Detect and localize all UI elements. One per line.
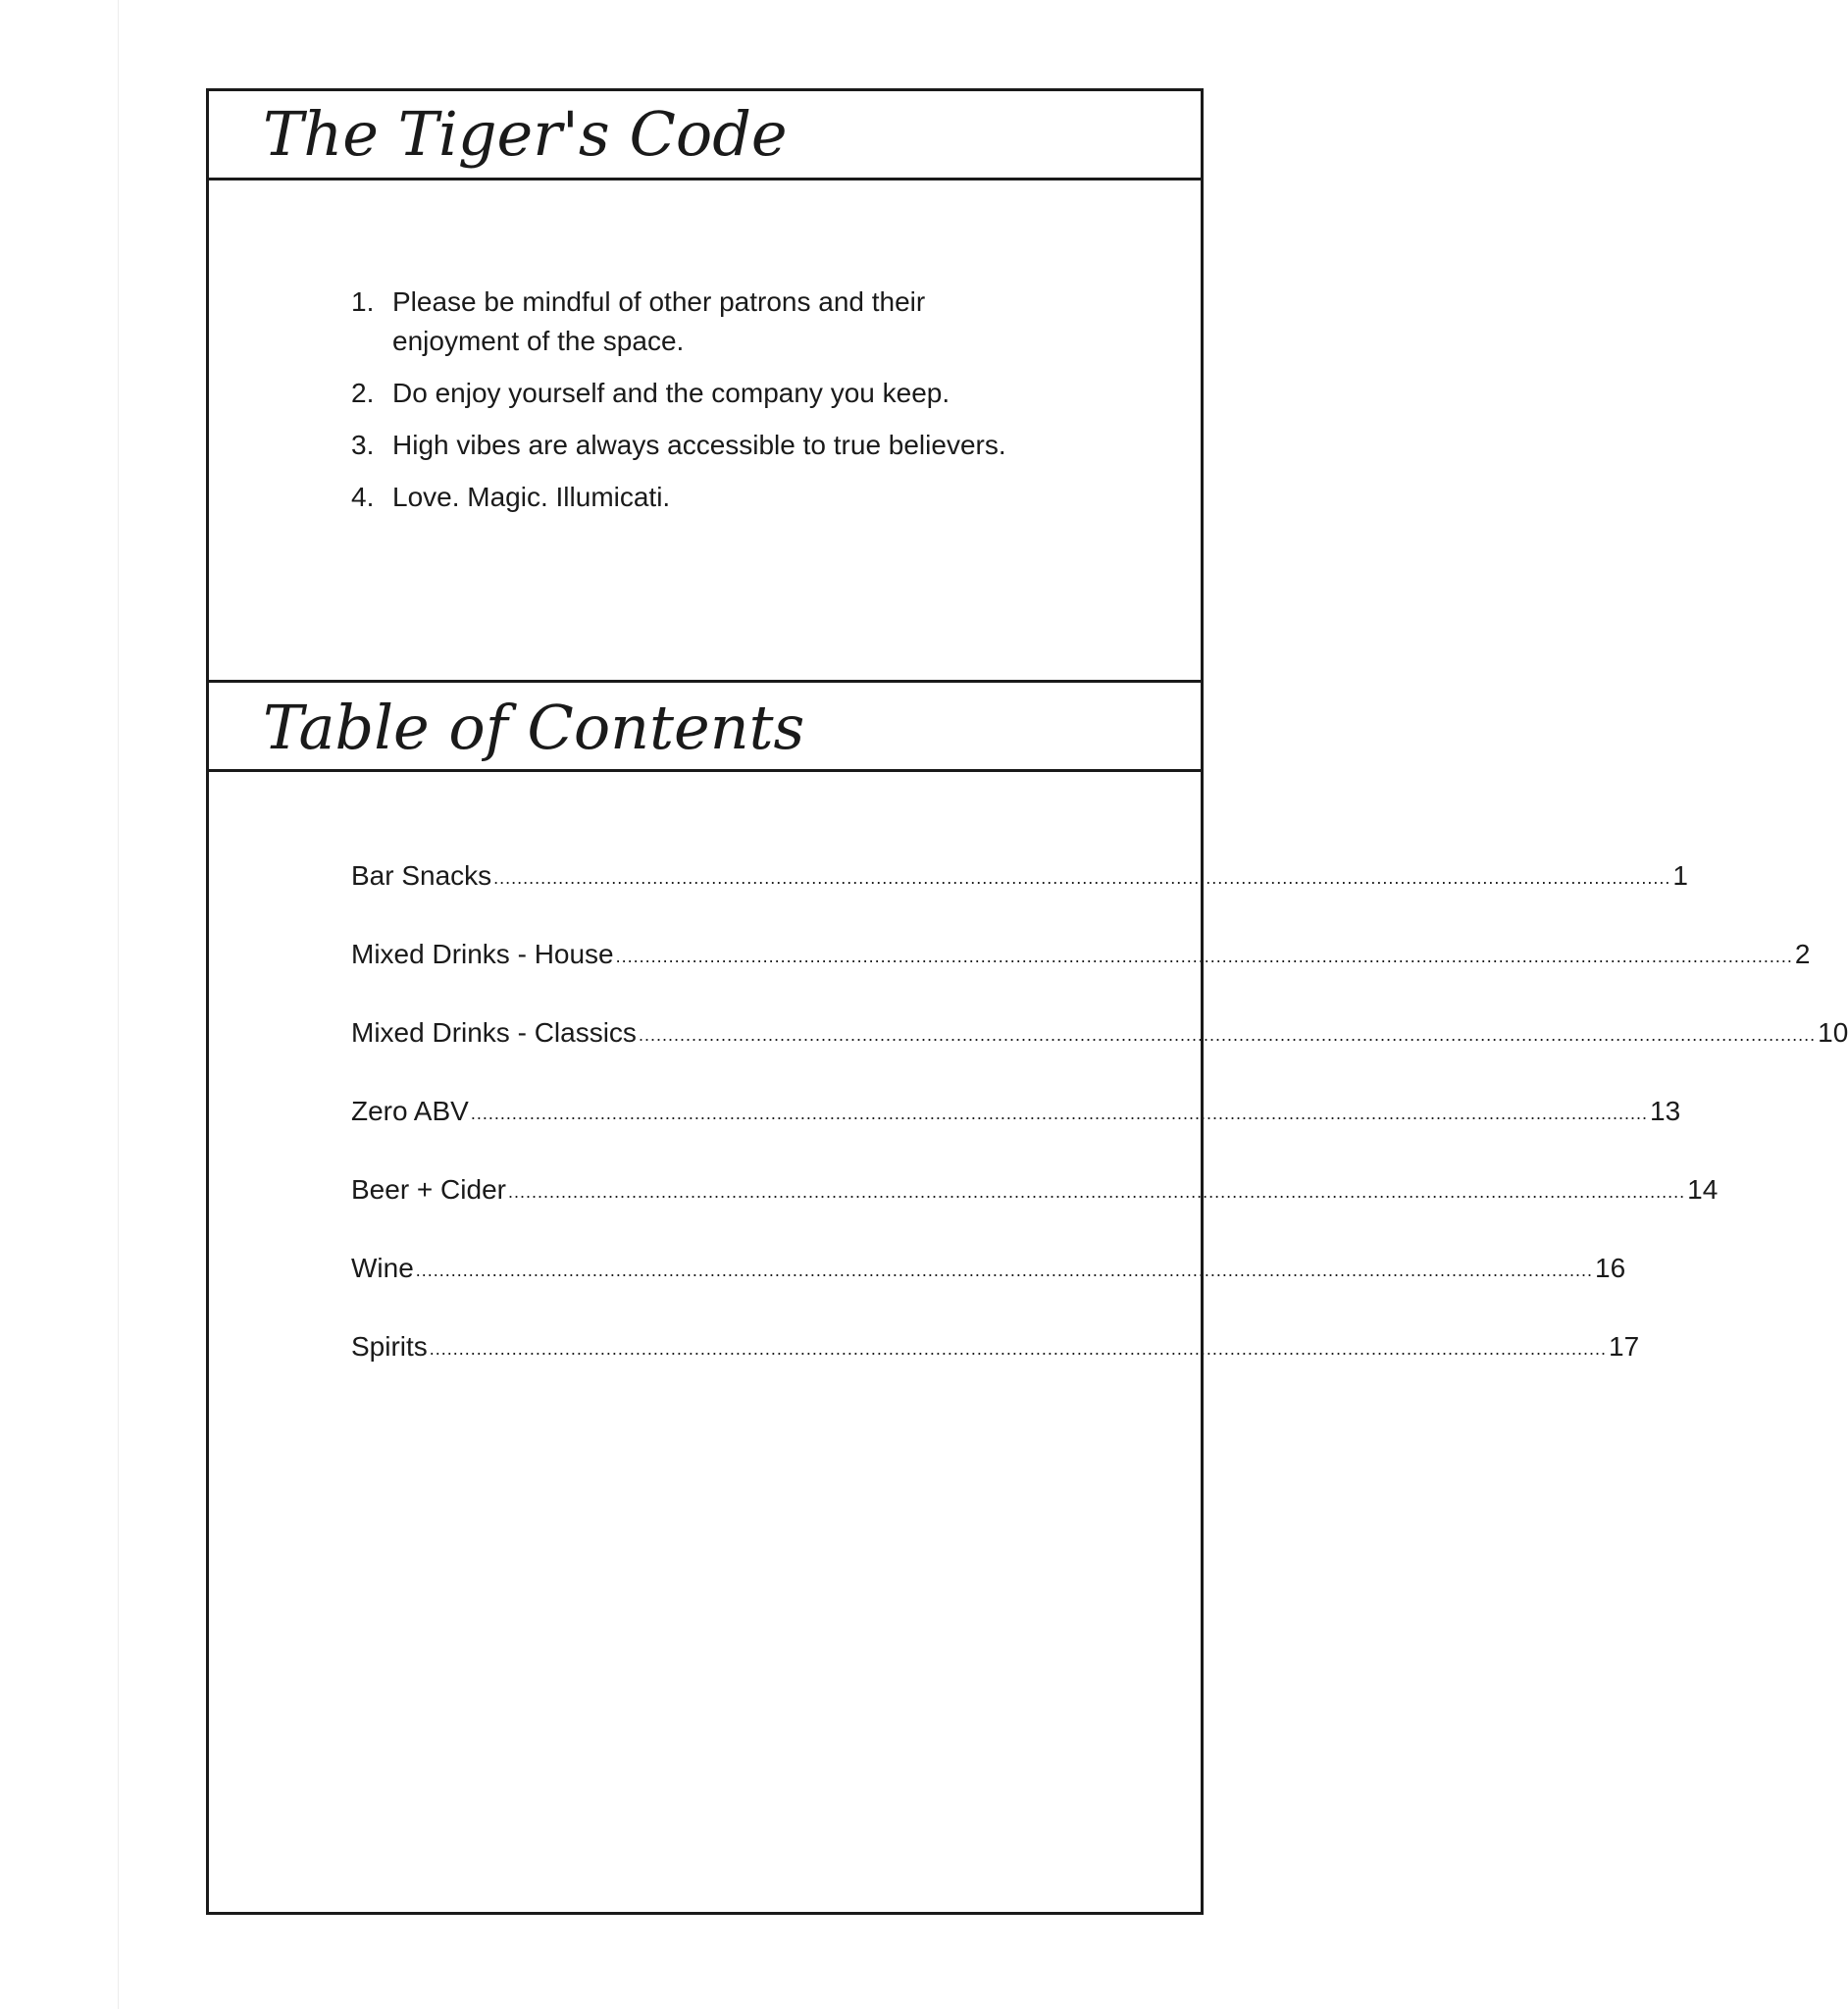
toc-leader-dots: ........................................................................................................................................................................................................ (415, 1261, 1593, 1280)
toc-entry-label: Beer + Cider (351, 1174, 506, 1205)
code-title: The Tiger's Code (263, 98, 788, 170)
toc-entry-label: Zero ABV (351, 1096, 469, 1126)
toc-list (351, 856, 1848, 1406)
page-edge-line (118, 0, 119, 2009)
code-list (351, 283, 1057, 530)
code-item-number: 2. (351, 378, 375, 408)
code-item-number: 4. (351, 482, 375, 512)
code-item-text: High vibes are always accessible to true believers. (392, 430, 1006, 460)
toc-header (209, 680, 1201, 772)
toc-leader-dots: ........................................................................................................................................................................................................ (493, 868, 1671, 888)
toc-entry-label: Bar Snacks (351, 860, 492, 891)
toc-leader-dots: ........................................................................................................................................................................................................ (615, 947, 1793, 966)
toc-entry-spirits (351, 1327, 1640, 1406)
toc-entry-zero-abv (351, 1092, 1681, 1170)
toc-title: Table of Contents (263, 692, 805, 763)
toc-entry-page: 10 (1818, 1017, 1848, 1048)
toc-entry-page: 1 (1672, 860, 1688, 891)
toc-entry-wine (351, 1249, 1626, 1327)
code-item (351, 374, 1057, 413)
toc-entry-label: Spirits (351, 1331, 428, 1362)
toc-entry-mixed-drinks-house (351, 935, 1811, 1013)
code-item (351, 283, 1057, 361)
toc-entry-label: Wine (351, 1253, 414, 1283)
toc-entry-page: 16 (1595, 1253, 1626, 1283)
menu-page-frame (206, 88, 1848, 1915)
toc-entry-beer-cider (351, 1170, 1719, 1249)
toc-leader-dots: ........................................................................................................................................................................................................ (470, 1104, 1649, 1123)
code-header (209, 91, 1201, 180)
code-item-text: Love. Magic. Illumicati. (392, 482, 671, 512)
toc-entry-page: 2 (1794, 939, 1811, 969)
code-item-number: 1. (351, 286, 375, 317)
toc-entry-bar-snacks (351, 856, 1688, 935)
code-item-number: 3. (351, 430, 375, 460)
toc-entry-mixed-drinks-classics (351, 1013, 1848, 1092)
toc-entry-label: Mixed Drinks - House (351, 939, 614, 969)
toc-entry-page: 17 (1609, 1331, 1640, 1362)
toc-entry-label: Mixed Drinks - Classics (351, 1017, 637, 1048)
code-item-text: Do enjoy yourself and the company you keep. (392, 378, 950, 408)
toc-entry-page: 13 (1650, 1096, 1681, 1126)
code-item (351, 426, 1057, 465)
toc-leader-dots: ........................................................................................................................................................................................................ (638, 1025, 1817, 1045)
toc-leader-dots: ........................................................................................................................................................................................................ (429, 1339, 1607, 1359)
toc-leader-dots: ........................................................................................................................................................................................................ (507, 1182, 1686, 1202)
code-item-text: Please be mindful of other patrons and their enjoyment of the space. (392, 286, 926, 356)
code-item (351, 478, 1057, 517)
toc-entry-page: 14 (1687, 1174, 1719, 1205)
